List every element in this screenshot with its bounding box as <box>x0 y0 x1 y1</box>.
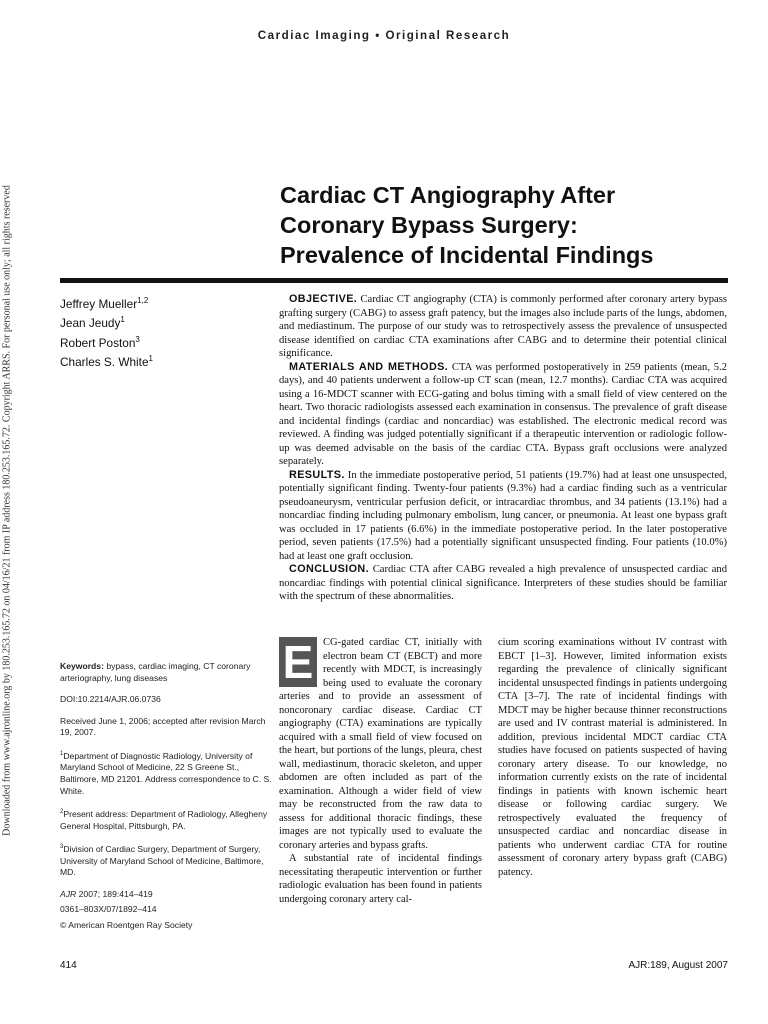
body-column-2 <box>498 636 727 879</box>
download-notice: Downloaded from www.ajronline.org by 180.253.165.72 on 04/16/21 from IP address 180.253.165.72. Copyright ARRS. For personal use only; all rights reserved <box>1 185 13 836</box>
affiliation-1: $^1$Department of Diagnostic Radiology, University of Maryland School of Medicine, 22 S Greene St., Baltimore, MD 21201. Address correspondence to C. S. White. <box>60 750 272 796</box>
body-paragraph: cium scoring examinations without IV contrast with EBCT [1–3]. However, limited information exists regarding the prevalence of clinically significant incidental unsuspected findings in patients undergoing CTA [3–7]. The rate of incidental findings with MDCT may be higher because thinner reconstructions are used and IV contrast material is administered. In addition, previous incidental MDCT cardiac CTA studies have focused on patients suspected of having coronary artery disease. To our knowledge, no information currently exists on the rate of incidental findings in patients with known ischemic heart disease or following cardiac surgery. We retrospectively evaluated the frequency of unsuspected cardiac and noncardiac disease in patients who underwent cardiac CTA for routine assessment of coronary artery bypass graft (CABG) patency. <box>498 637 727 878</box>
author: Charles S. White$^1$ <box>60 354 153 370</box>
citation: AJR 2007; 189:414–419 <box>60 888 153 899</box>
author: Robert Poston$^3$ <box>60 334 140 350</box>
issn: 0361–803X/07/1892–414 <box>60 904 157 915</box>
received-date: Received June 1, 2006; accepted after revision March 19, 2007. <box>60 715 266 738</box>
abstract-methods: MATERIALS AND METHODS. CTA was performed postoperatively in 259 patients (mean, 5.2 days), and 40 patients underwent a follow-up CT scan (mean, 12.7 months). Cardiac CTA was acquired using a 16-MDCT scanner with ECG-gating and bolus timing with a small field of view centered on the heart. Two thoracic radiologists assessed each examination in consensus. The prevalence of graft disease and incidental findings (cardiac and noncardiac) was established. The electronic medical record was reviewed. A finding was judged potentially significant if a therapeutic intervention or radiologic follow-up was deemed advisable on the basis of the cardiac CTA. Bypass graft occlusions were analyzed separately. <box>279 360 727 467</box>
article-title <box>280 180 740 270</box>
affiliation-2: $^2$Present address: Department of Radiology, Allegheny General Hospital, Pittsburgh, PA. <box>60 809 268 831</box>
copyright: © American Roentgen Ray Society <box>60 920 193 931</box>
abstract-heading: MATERIALS AND METHODS. <box>289 360 449 373</box>
abstract <box>279 293 727 604</box>
abstract-objective: OBJECTIVE. Cardiac CT angiography (CTA) is commonly performed after coronary artery bypass grafting surgery (CABG) to assess graft patency, but the images also include parts of the lungs, abdomen, and mediastinum. The purpose of our study was to retrospectively assess the prevalence of unsuspected disease identified on cardiac CTA examinations after CABG and to determine their potential clinical significance. <box>279 293 727 359</box>
title-line: Coronary Bypass Surgery: <box>280 212 578 238</box>
journal-footer: AJR:189, August 2007 <box>628 960 728 971</box>
abstract-results: RESULTS. In the immediate postoperative period, 51 patients (19.7%) had at least one unsuspected, potentially significant finding. Twenty-four patients (9.3%) had a cardiac finding such as a ventricular pseudoaneurysm, ventricular perfusion deficit, or intracardiac thrombus, and 34 patients (13.1%) had a noncardiac finding including pulmonary embolism, lung cancer, or pneumonia. At least one bypass graft was occluded in 17 patients (6.6%) in the immediate postoperative period. In the later postoperative period, seven patients (17.5%) had a potentially significant unsuspected finding. Four patients (10.0%) had at least one graft occlusion. <box>279 468 727 562</box>
article-sidebar <box>60 661 272 942</box>
title-rule <box>60 278 728 283</box>
author: Jean Jeudy$^1$ <box>60 315 125 331</box>
title-line: Prevalence of Incidental Findings <box>280 242 654 268</box>
abstract-heading: RESULTS. <box>289 468 345 481</box>
keywords: Keywords: bypass, cardiac imaging, CT coronary arteriography, lung diseases <box>60 661 251 683</box>
drop-cap: E <box>279 637 317 687</box>
abstract-heading: CONCLUSION. <box>289 563 369 575</box>
section-header: Cardiac Imaging • Original Research <box>257 29 511 42</box>
body-paragraph: A substantial rate of incidental findings necessitating therapeutic intervention or further radiologic evaluation has been found in patients undergoing coronary artery cal- <box>279 853 482 905</box>
abstract-heading: OBJECTIVE. <box>289 293 358 305</box>
page-number: 414 <box>60 960 77 971</box>
title-line: Cardiac CT Angiography After <box>280 182 616 208</box>
abstract-conclusion: CONCLUSION. Cardiac CTA after CABG revealed a high prevalence of unsuspected cardiac and noncardiac findings with potential clinical significance. Interpreters of these studies should be familiar with the spectrum of these abnormalities. <box>279 563 727 602</box>
body-paragraph: E CG-gated cardiac CT, initially with electron beam CT (EBCT) and more recently with MDCT, is increasingly being used to evaluate the coronary arteries and to provide an assessment of noncoronary cardiac disease. Cardiac CT angiography (CTA) examinations are typically acquired with a small field of view focused on the heart, but portions of the lungs, pleura, chest wall, mediastinum, thoracic skeleton, and upper abdomen are often included as part of the examination. Although a wider field of view may be reconstructed from the raw data to assess for additional thoracic findings, these images are not typically used to evaluate the coronary arteries and bypass grafts. <box>279 636 482 851</box>
author-list <box>60 293 260 371</box>
author: Jeffrey Mueller$^{1,2}$ <box>60 296 149 311</box>
affiliation-3: $^3$Division of Cardiac Surgery, Department of Surgery, University of Maryland School of Medicine, Baltimore, MD. <box>60 844 264 878</box>
body-column-1 <box>279 636 482 906</box>
doi: DOI:10.2214/AJR.06.0736 <box>60 694 161 705</box>
